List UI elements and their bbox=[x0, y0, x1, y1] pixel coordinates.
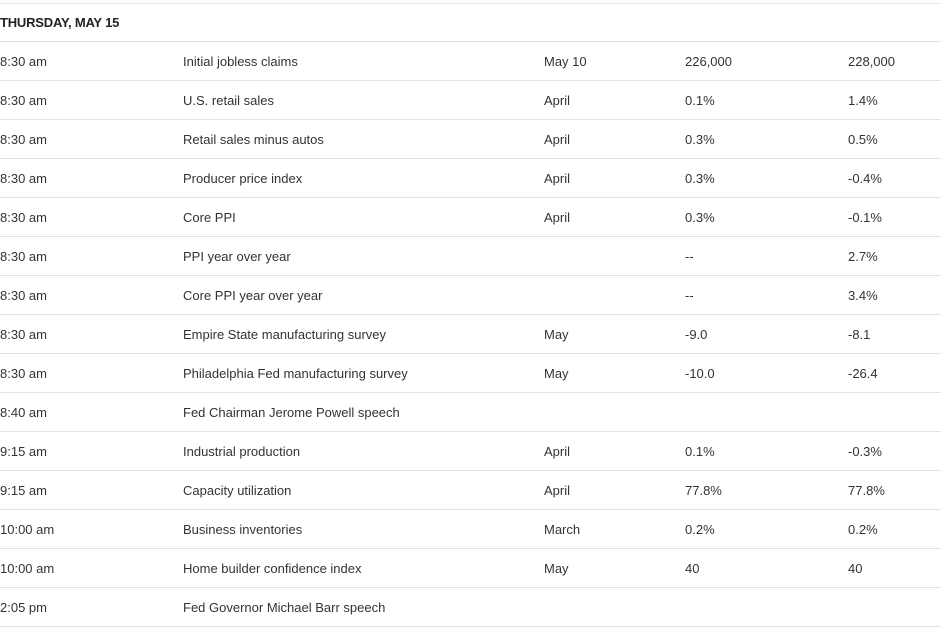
previous-cell: 0.2% bbox=[848, 522, 878, 537]
previous-cell: 40 bbox=[848, 561, 863, 576]
table-row bbox=[0, 588, 941, 627]
period-cell: May bbox=[544, 561, 569, 576]
table-row bbox=[0, 354, 941, 393]
report-cell: Fed Chairman Jerome Powell speech bbox=[183, 405, 400, 420]
report-cell: Industrial production bbox=[183, 444, 301, 459]
forecast-cell: -- bbox=[685, 288, 694, 303]
time-cell: 10:00 am bbox=[0, 561, 55, 576]
day-header bbox=[0, 4, 941, 42]
forecast-cell: 0.2% bbox=[685, 522, 715, 537]
previous-cell: -0.4% bbox=[848, 171, 882, 186]
table-row bbox=[0, 42, 941, 81]
table-row bbox=[0, 432, 941, 471]
previous-cell: -0.3% bbox=[848, 444, 882, 459]
period-cell: April bbox=[544, 483, 571, 498]
time-cell: 9:15 am bbox=[0, 483, 47, 498]
table-row bbox=[0, 120, 941, 159]
period-cell: March bbox=[544, 522, 581, 537]
time-cell: 8:30 am bbox=[0, 171, 47, 186]
report-cell: Core PPI bbox=[183, 210, 236, 225]
time-cell: 8:30 am bbox=[0, 249, 47, 264]
period-cell: April bbox=[544, 93, 571, 108]
table-row bbox=[0, 471, 941, 510]
forecast-cell: 0.1% bbox=[685, 93, 715, 108]
forecast-cell: 77.8% bbox=[685, 483, 722, 498]
period-cell: May bbox=[544, 327, 569, 342]
report-cell: Philadelphia Fed manufacturing survey bbox=[183, 366, 408, 381]
table-row bbox=[0, 315, 941, 354]
time-cell: 9:15 am bbox=[0, 444, 47, 459]
period-cell: April bbox=[544, 171, 571, 186]
previous-cell: 228,000 bbox=[848, 54, 895, 69]
report-cell: Fed Governor Michael Barr speech bbox=[183, 600, 386, 615]
forecast-cell: 0.3% bbox=[685, 171, 715, 186]
table-row bbox=[0, 549, 941, 588]
table-row bbox=[0, 510, 941, 549]
table-row bbox=[0, 159, 941, 198]
forecast-cell: 40 bbox=[685, 561, 700, 576]
table-row bbox=[0, 393, 941, 432]
time-cell: 8:30 am bbox=[0, 54, 47, 69]
table-row bbox=[0, 276, 941, 315]
previous-cell: -0.1% bbox=[848, 210, 882, 225]
period-cell: May 10 bbox=[544, 54, 587, 69]
previous-cell: -26.4 bbox=[848, 366, 878, 381]
time-cell: 8:30 am bbox=[0, 366, 47, 381]
forecast-cell: 0.3% bbox=[685, 132, 715, 147]
calendar-rows bbox=[0, 42, 941, 627]
report-cell: PPI year over year bbox=[183, 249, 291, 264]
period-cell: April bbox=[544, 210, 571, 225]
table-row bbox=[0, 81, 941, 120]
previous-cell: 0.5% bbox=[848, 132, 878, 147]
previous-cell: 3.4% bbox=[848, 288, 878, 303]
time-cell: 8:30 am bbox=[0, 93, 47, 108]
previous-cell: 77.8% bbox=[848, 483, 885, 498]
period-cell: April bbox=[544, 444, 571, 459]
forecast-cell: 0.3% bbox=[685, 210, 715, 225]
period-cell: May bbox=[544, 366, 569, 381]
day-title: THURSDAY, MAY 15 bbox=[0, 15, 120, 30]
forecast-cell: -9.0 bbox=[685, 327, 708, 342]
report-cell: Producer price index bbox=[183, 171, 303, 186]
report-cell: Initial jobless claims bbox=[183, 54, 298, 69]
report-cell: Home builder confidence index bbox=[183, 561, 362, 576]
table-row bbox=[0, 198, 941, 237]
report-cell: Core PPI year over year bbox=[183, 288, 323, 303]
time-cell: 10:00 am bbox=[0, 522, 55, 537]
forecast-cell: -10.0 bbox=[685, 366, 715, 381]
report-cell: U.S. retail sales bbox=[183, 93, 275, 108]
time-cell: 8:30 am bbox=[0, 327, 47, 342]
time-cell: 8:40 am bbox=[0, 405, 47, 420]
time-cell: 8:30 am bbox=[0, 132, 47, 147]
forecast-cell: 0.1% bbox=[685, 444, 715, 459]
report-cell: Business inventories bbox=[183, 522, 303, 537]
forecast-cell: -- bbox=[685, 249, 694, 264]
time-cell: 8:30 am bbox=[0, 210, 47, 225]
previous-cell: 1.4% bbox=[848, 93, 878, 108]
forecast-cell: 226,000 bbox=[685, 54, 732, 69]
report-cell: Retail sales minus autos bbox=[183, 132, 324, 147]
table-row bbox=[0, 237, 941, 276]
period-cell: April bbox=[544, 132, 571, 147]
report-cell: Empire State manufacturing survey bbox=[183, 327, 387, 342]
previous-cell: 2.7% bbox=[848, 249, 878, 264]
previous-cell: -8.1 bbox=[848, 327, 871, 342]
report-cell: Capacity utilization bbox=[183, 483, 292, 498]
time-cell: 8:30 am bbox=[0, 288, 47, 303]
time-cell: 2:05 pm bbox=[0, 600, 47, 615]
